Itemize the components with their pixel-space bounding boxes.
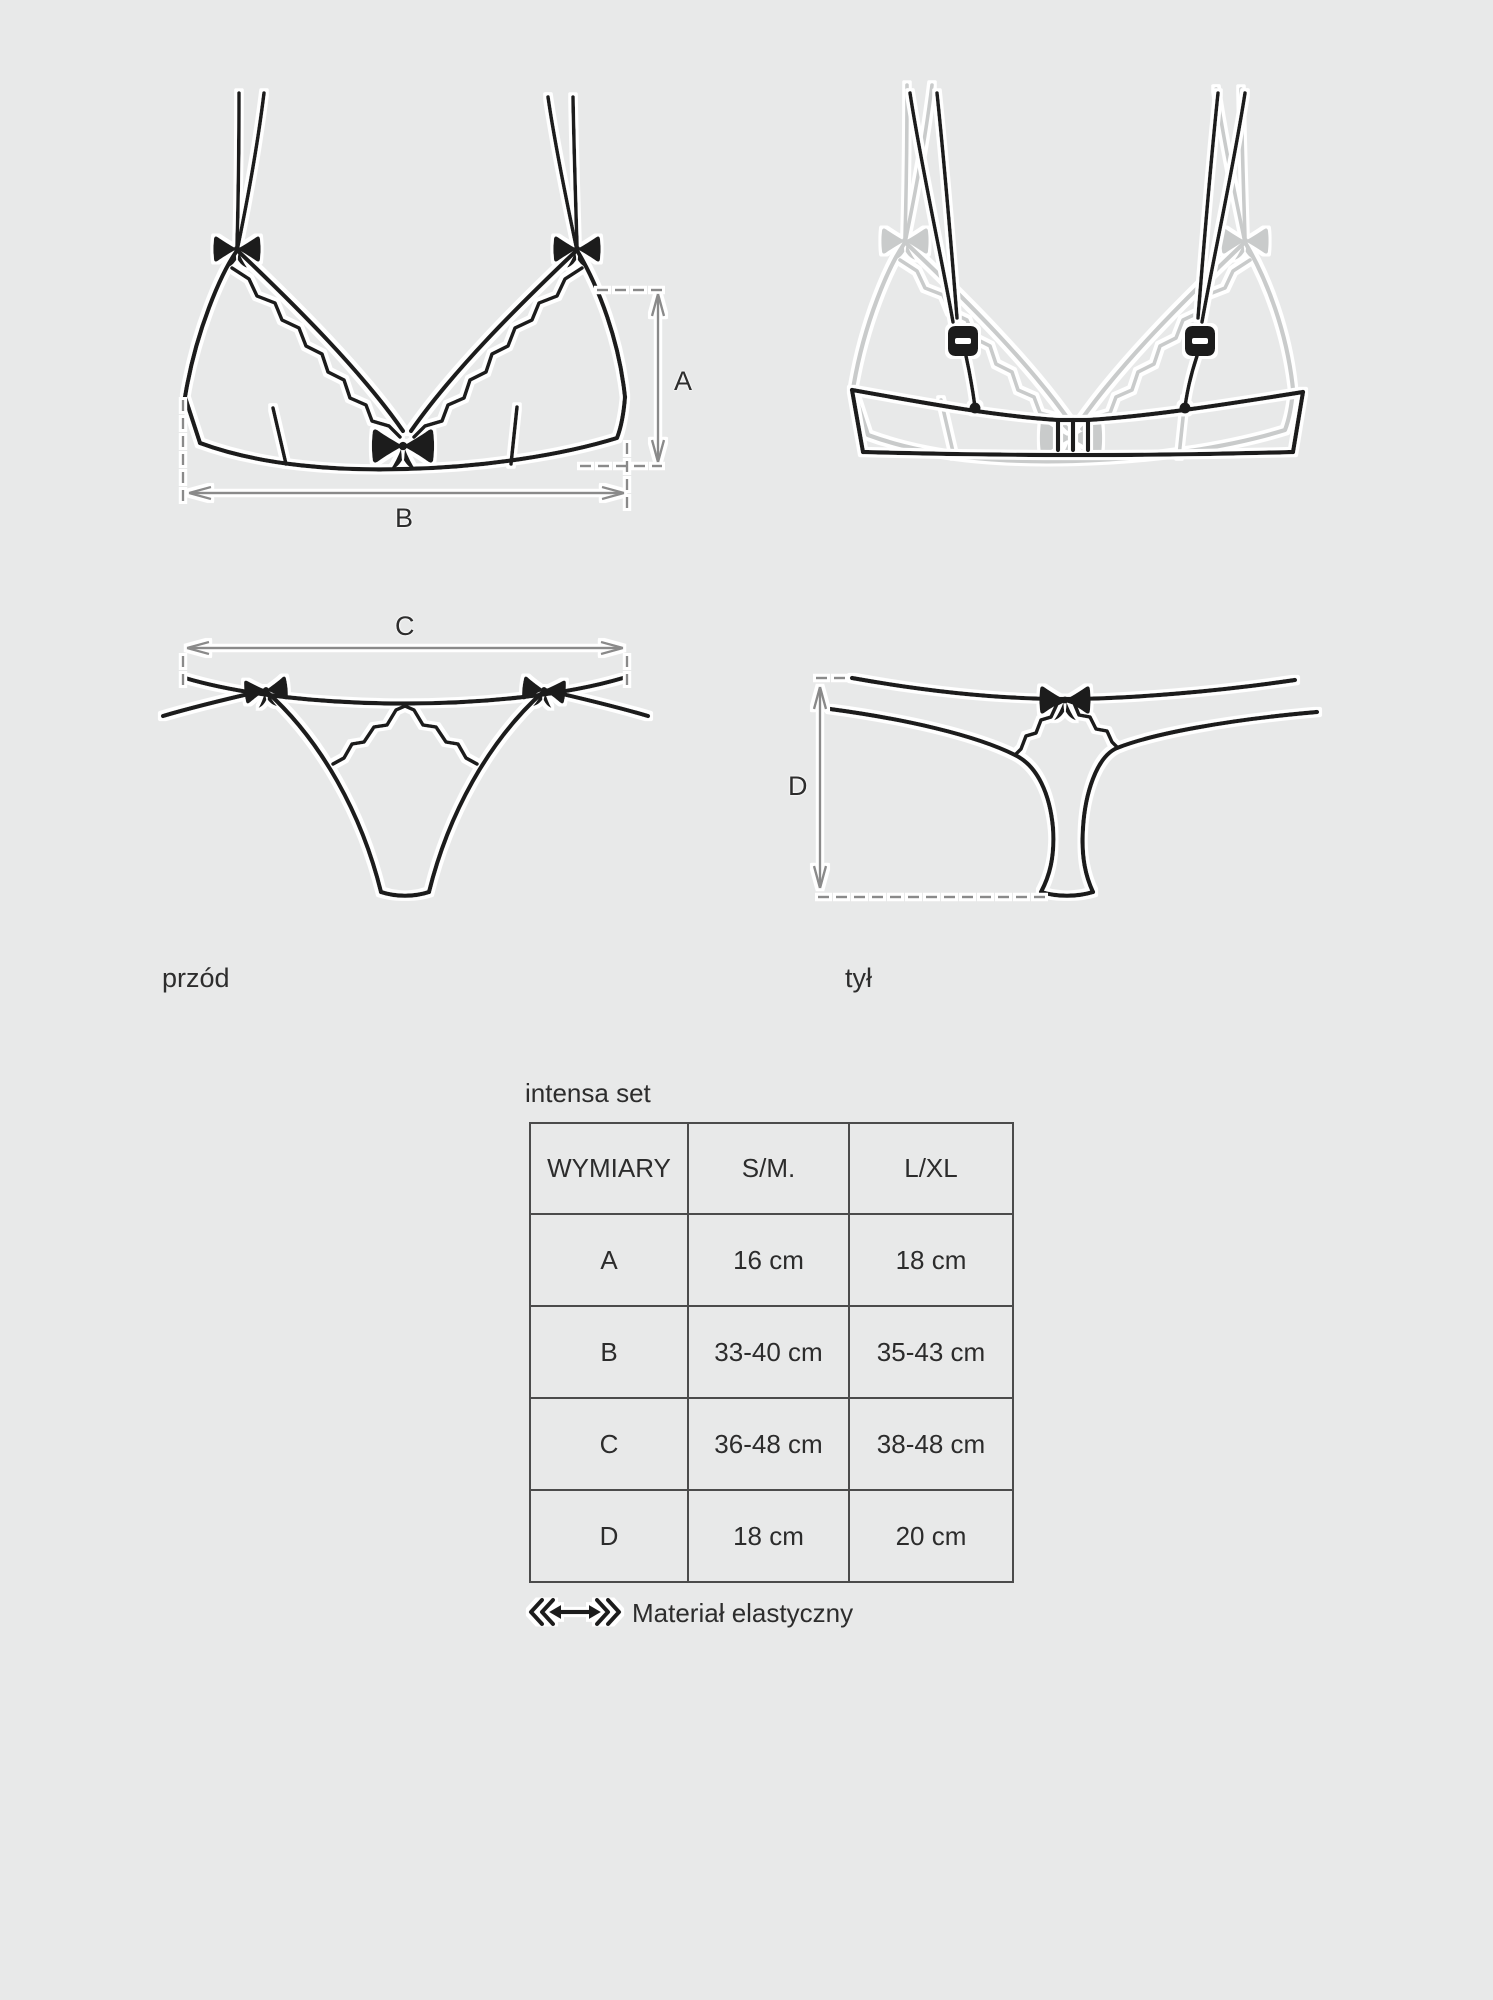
value-cell: 33-40 cm — [688, 1306, 849, 1398]
header-lxl: L/XL — [849, 1123, 1013, 1214]
value-cell: 18 cm — [688, 1490, 849, 1582]
panties-back-diagram — [830, 678, 1317, 896]
bra-front-diagram — [185, 93, 625, 471]
value-cell: 36-48 cm — [688, 1398, 849, 1490]
panties-front-diagram — [163, 676, 648, 895]
size-table — [529, 1122, 1014, 1583]
dimension-lines — [183, 290, 1048, 897]
header-wymiary: WYMIARY — [530, 1123, 688, 1214]
dimension-label-a: A — [674, 366, 693, 396]
table-row — [530, 1214, 1013, 1306]
value-cell: 16 cm — [688, 1214, 849, 1306]
dim-cell: A — [530, 1214, 688, 1306]
value-cell: 20 cm — [849, 1490, 1013, 1582]
dim-cell: B — [530, 1306, 688, 1398]
value-cell: 38-48 cm — [849, 1398, 1013, 1490]
dimension-label-c: C — [395, 611, 415, 641]
dimension-label-b: B — [395, 503, 414, 533]
value-cell: 18 cm — [849, 1214, 1013, 1306]
dim-cell: D — [530, 1490, 688, 1582]
table-row — [530, 1490, 1013, 1582]
back-view-caption: tył — [845, 963, 872, 993]
dimension-label-d: D — [788, 771, 808, 801]
elastic-stretch-icon — [531, 1600, 619, 1624]
value-cell: 35-43 cm — [849, 1306, 1013, 1398]
dim-cell: C — [530, 1398, 688, 1490]
front-view-caption: przód — [162, 963, 230, 993]
table-row — [530, 1306, 1013, 1398]
elastic-material-label: Materiał elastyczny — [632, 1598, 854, 1628]
size-table-header-row — [530, 1123, 1013, 1214]
header-sm: S/M. — [688, 1123, 849, 1214]
size-table-title: intensa set — [525, 1078, 651, 1108]
table-row — [530, 1398, 1013, 1490]
